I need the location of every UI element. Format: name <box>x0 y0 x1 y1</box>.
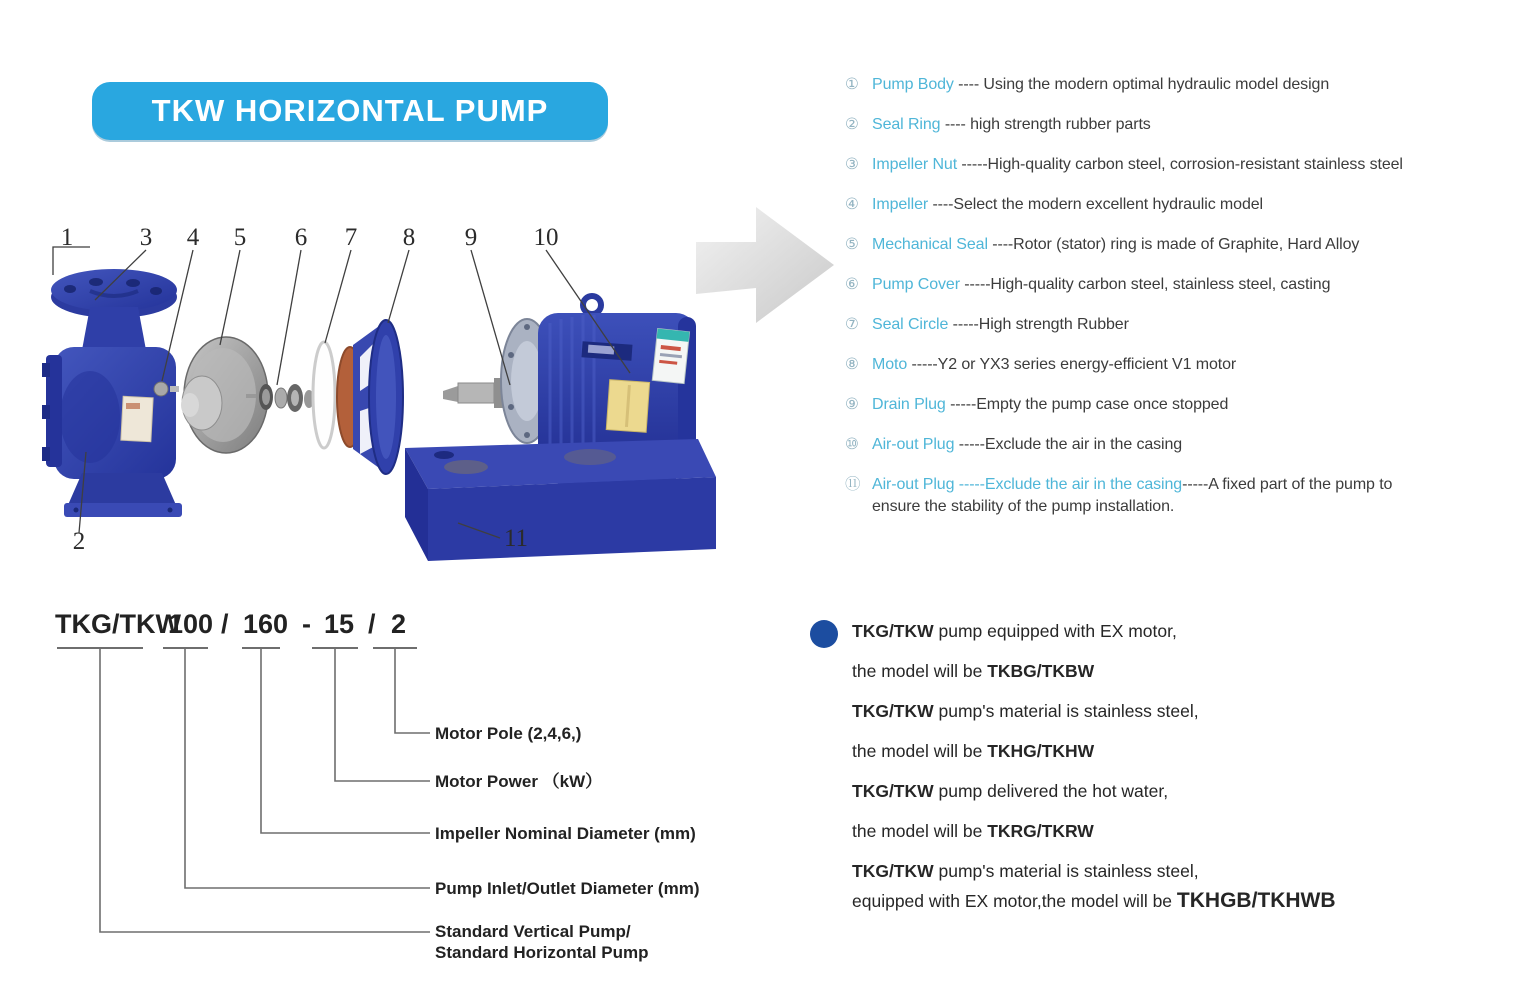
bullet-dot-icon <box>810 620 838 648</box>
part-desc: -----High-quality carbon steel, corrosion-resistant stainless steel <box>957 156 1403 173</box>
parts-list-item <box>845 434 1513 456</box>
parts-list-item <box>845 194 1513 216</box>
part-text <box>872 274 1330 296</box>
part-desc: -----High-quality carbon steel, stainless steel, casting <box>959 276 1331 293</box>
note-intro <box>852 620 1500 642</box>
model-segment-pole: 2 <box>391 609 407 639</box>
part-name: Air-out Plug -----Exclude the air in the casing <box>872 476 1183 493</box>
part-name: Moto <box>872 356 908 373</box>
part-name: Mechanical Seal <box>872 236 988 253</box>
note-result-lead: the model will be <box>852 741 988 761</box>
parts-list-item <box>845 274 1513 296</box>
label-inlet-outlet-diameter: Pump Inlet/Outlet Diameter (mm) <box>435 879 700 898</box>
part-number-badge: ① <box>845 75 859 93</box>
part-desc: ---- high strength rubber parts <box>940 116 1151 133</box>
note-intro-text: pump delivered the hot water, <box>933 781 1169 801</box>
part-desc: ---- Using the modern optimal hydraulic model design <box>953 76 1330 93</box>
model-separator: / <box>368 609 376 639</box>
part-text <box>872 354 1236 376</box>
part-text <box>872 114 1151 136</box>
model-segment-series: TKG/TKW <box>55 609 181 639</box>
label-pump-type-line1: Standard Vertical Pump/ <box>435 922 631 941</box>
brand-code: TKG/TKW <box>852 701 934 721</box>
part-number-badge: ⑧ <box>845 355 859 373</box>
parts-list-item <box>845 354 1513 376</box>
pump-cover-part <box>337 320 403 474</box>
label-motor-pole: Motor Pole (2,4,6,) <box>435 724 582 743</box>
model-segment-inlet: 100 <box>168 609 214 639</box>
part-desc: ----Rotor (stator) ring is made of Graphite, Hard Alloy <box>987 236 1360 253</box>
part-text <box>872 474 1392 517</box>
callout-3: 3 <box>139 224 153 251</box>
part-name: Drain Plug <box>872 396 946 413</box>
callout-1: 1 <box>60 224 74 251</box>
model-code-lines <box>57 648 430 932</box>
part-number-badge: ④ <box>845 195 859 213</box>
note-result <box>852 890 1500 912</box>
note-intro <box>852 780 1500 802</box>
callout-8: 8 <box>402 224 416 251</box>
part-name: Air-out Plug <box>872 436 955 453</box>
note-result <box>852 820 1500 842</box>
part-number-badge: ⑦ <box>845 315 859 333</box>
part-desc: -----Y2 or YX3 series energy-efficient V1 motor <box>907 356 1237 373</box>
pump-exploded-diagram <box>30 205 730 570</box>
part-desc: -----High strength Rubber <box>948 316 1129 333</box>
label-impeller-diameter: Impeller Nominal Diameter (mm) <box>435 824 696 843</box>
brand-code: TKG/TKW <box>852 621 934 641</box>
transition-arrow-icon <box>690 195 840 340</box>
note-intro <box>852 860 1500 882</box>
callout-5: 5 <box>233 224 247 251</box>
model-code-result: TKBG/TKBW <box>987 661 1095 681</box>
page-title: TKW HORIZONTAL PUMP <box>151 93 549 128</box>
note-result-lead: the model will be <box>852 821 988 841</box>
part-name: Pump Body <box>872 76 954 93</box>
callout-10: 10 <box>533 224 559 251</box>
part-number-badge: ② <box>845 115 859 133</box>
note-result <box>852 740 1500 762</box>
brand-code: TKG/TKW <box>852 781 934 801</box>
parts-list-item <box>845 154 1513 176</box>
model-variant-notes <box>810 620 1500 930</box>
callout-2: 2 <box>72 528 86 555</box>
part-text <box>872 394 1228 416</box>
model-code-result: TKRG/TKRW <box>987 821 1094 841</box>
part-name: Seal Circle <box>872 316 949 333</box>
note-intro <box>852 700 1500 722</box>
part-text <box>872 194 1263 216</box>
parts-list-item <box>845 314 1513 336</box>
label-pump-type-line2: Standard Horizontal Pump <box>435 943 649 962</box>
callout-11: 11 <box>503 525 529 552</box>
note-result <box>852 660 1500 682</box>
part-number-badge: ⑤ <box>845 235 859 253</box>
note-intro-text: pump equipped with EX motor, <box>933 621 1177 641</box>
part-number-badge: ⑨ <box>845 395 859 413</box>
part-name: Pump Cover <box>872 276 960 293</box>
notes-text <box>852 620 1500 912</box>
part-name: Impeller <box>872 196 929 213</box>
part-desc: -----A fixed part of the pump to <box>1182 476 1393 493</box>
pump-base-part <box>405 439 716 561</box>
model-segment-power: 15 <box>324 609 355 639</box>
part-desc: -----Exclude the air in the casing <box>954 436 1183 453</box>
label-motor-power: Motor Power （kW） <box>435 772 603 791</box>
model-code-diagram <box>35 595 755 995</box>
seal-circle-part <box>313 342 335 448</box>
note-result-lead: the model will be <box>852 661 988 681</box>
callout-4: 4 <box>186 224 200 251</box>
model-code-result: TKHG/TKHW <box>987 741 1095 761</box>
parts-list-item <box>845 394 1513 416</box>
note-result-lead: equipped with EX motor,the model will be <box>852 891 1177 911</box>
callout-9: 9 <box>464 224 478 251</box>
part-number-badge: ⑩ <box>845 435 859 453</box>
page-title-banner <box>92 82 608 140</box>
model-code-labels <box>435 724 699 962</box>
model-separator: - <box>302 609 311 639</box>
callout-6: 6 <box>294 224 308 251</box>
model-separator: / <box>221 609 229 639</box>
parts-list-item <box>845 114 1513 136</box>
part-desc: -----Empty the pump case once stopped <box>945 396 1229 413</box>
parts-list-item <box>845 474 1513 517</box>
parts-list-item <box>845 74 1513 96</box>
parts-list <box>845 74 1513 536</box>
part-text <box>872 314 1129 336</box>
part-desc: ----Select the modern excellent hydraulic model <box>928 196 1264 213</box>
part-number-badge: ③ <box>845 155 859 173</box>
callout-7: 7 <box>344 224 358 251</box>
model-code-heading <box>55 609 406 639</box>
part-text <box>872 434 1182 456</box>
parts-list-item <box>845 234 1513 256</box>
part-text <box>872 234 1359 256</box>
part-name: Impeller Nut <box>872 156 958 173</box>
part-text <box>872 154 1403 176</box>
model-code-result: TKHGB/TKHWB <box>1176 889 1336 912</box>
part-desc-line2: ensure the stability of the pump installation. <box>872 497 1175 515</box>
brand-code: TKG/TKW <box>852 861 934 881</box>
part-number-badge: ⑥ <box>845 275 859 293</box>
part-number-badge: ⑪ <box>845 475 861 493</box>
part-name: Seal Ring <box>872 116 941 133</box>
model-segment-impeller: 160 <box>243 609 289 639</box>
note-intro-text: pump's material is stainless steel, <box>933 861 1199 881</box>
part-text <box>872 74 1329 96</box>
note-intro-text: pump's material is stainless steel, <box>933 701 1199 721</box>
